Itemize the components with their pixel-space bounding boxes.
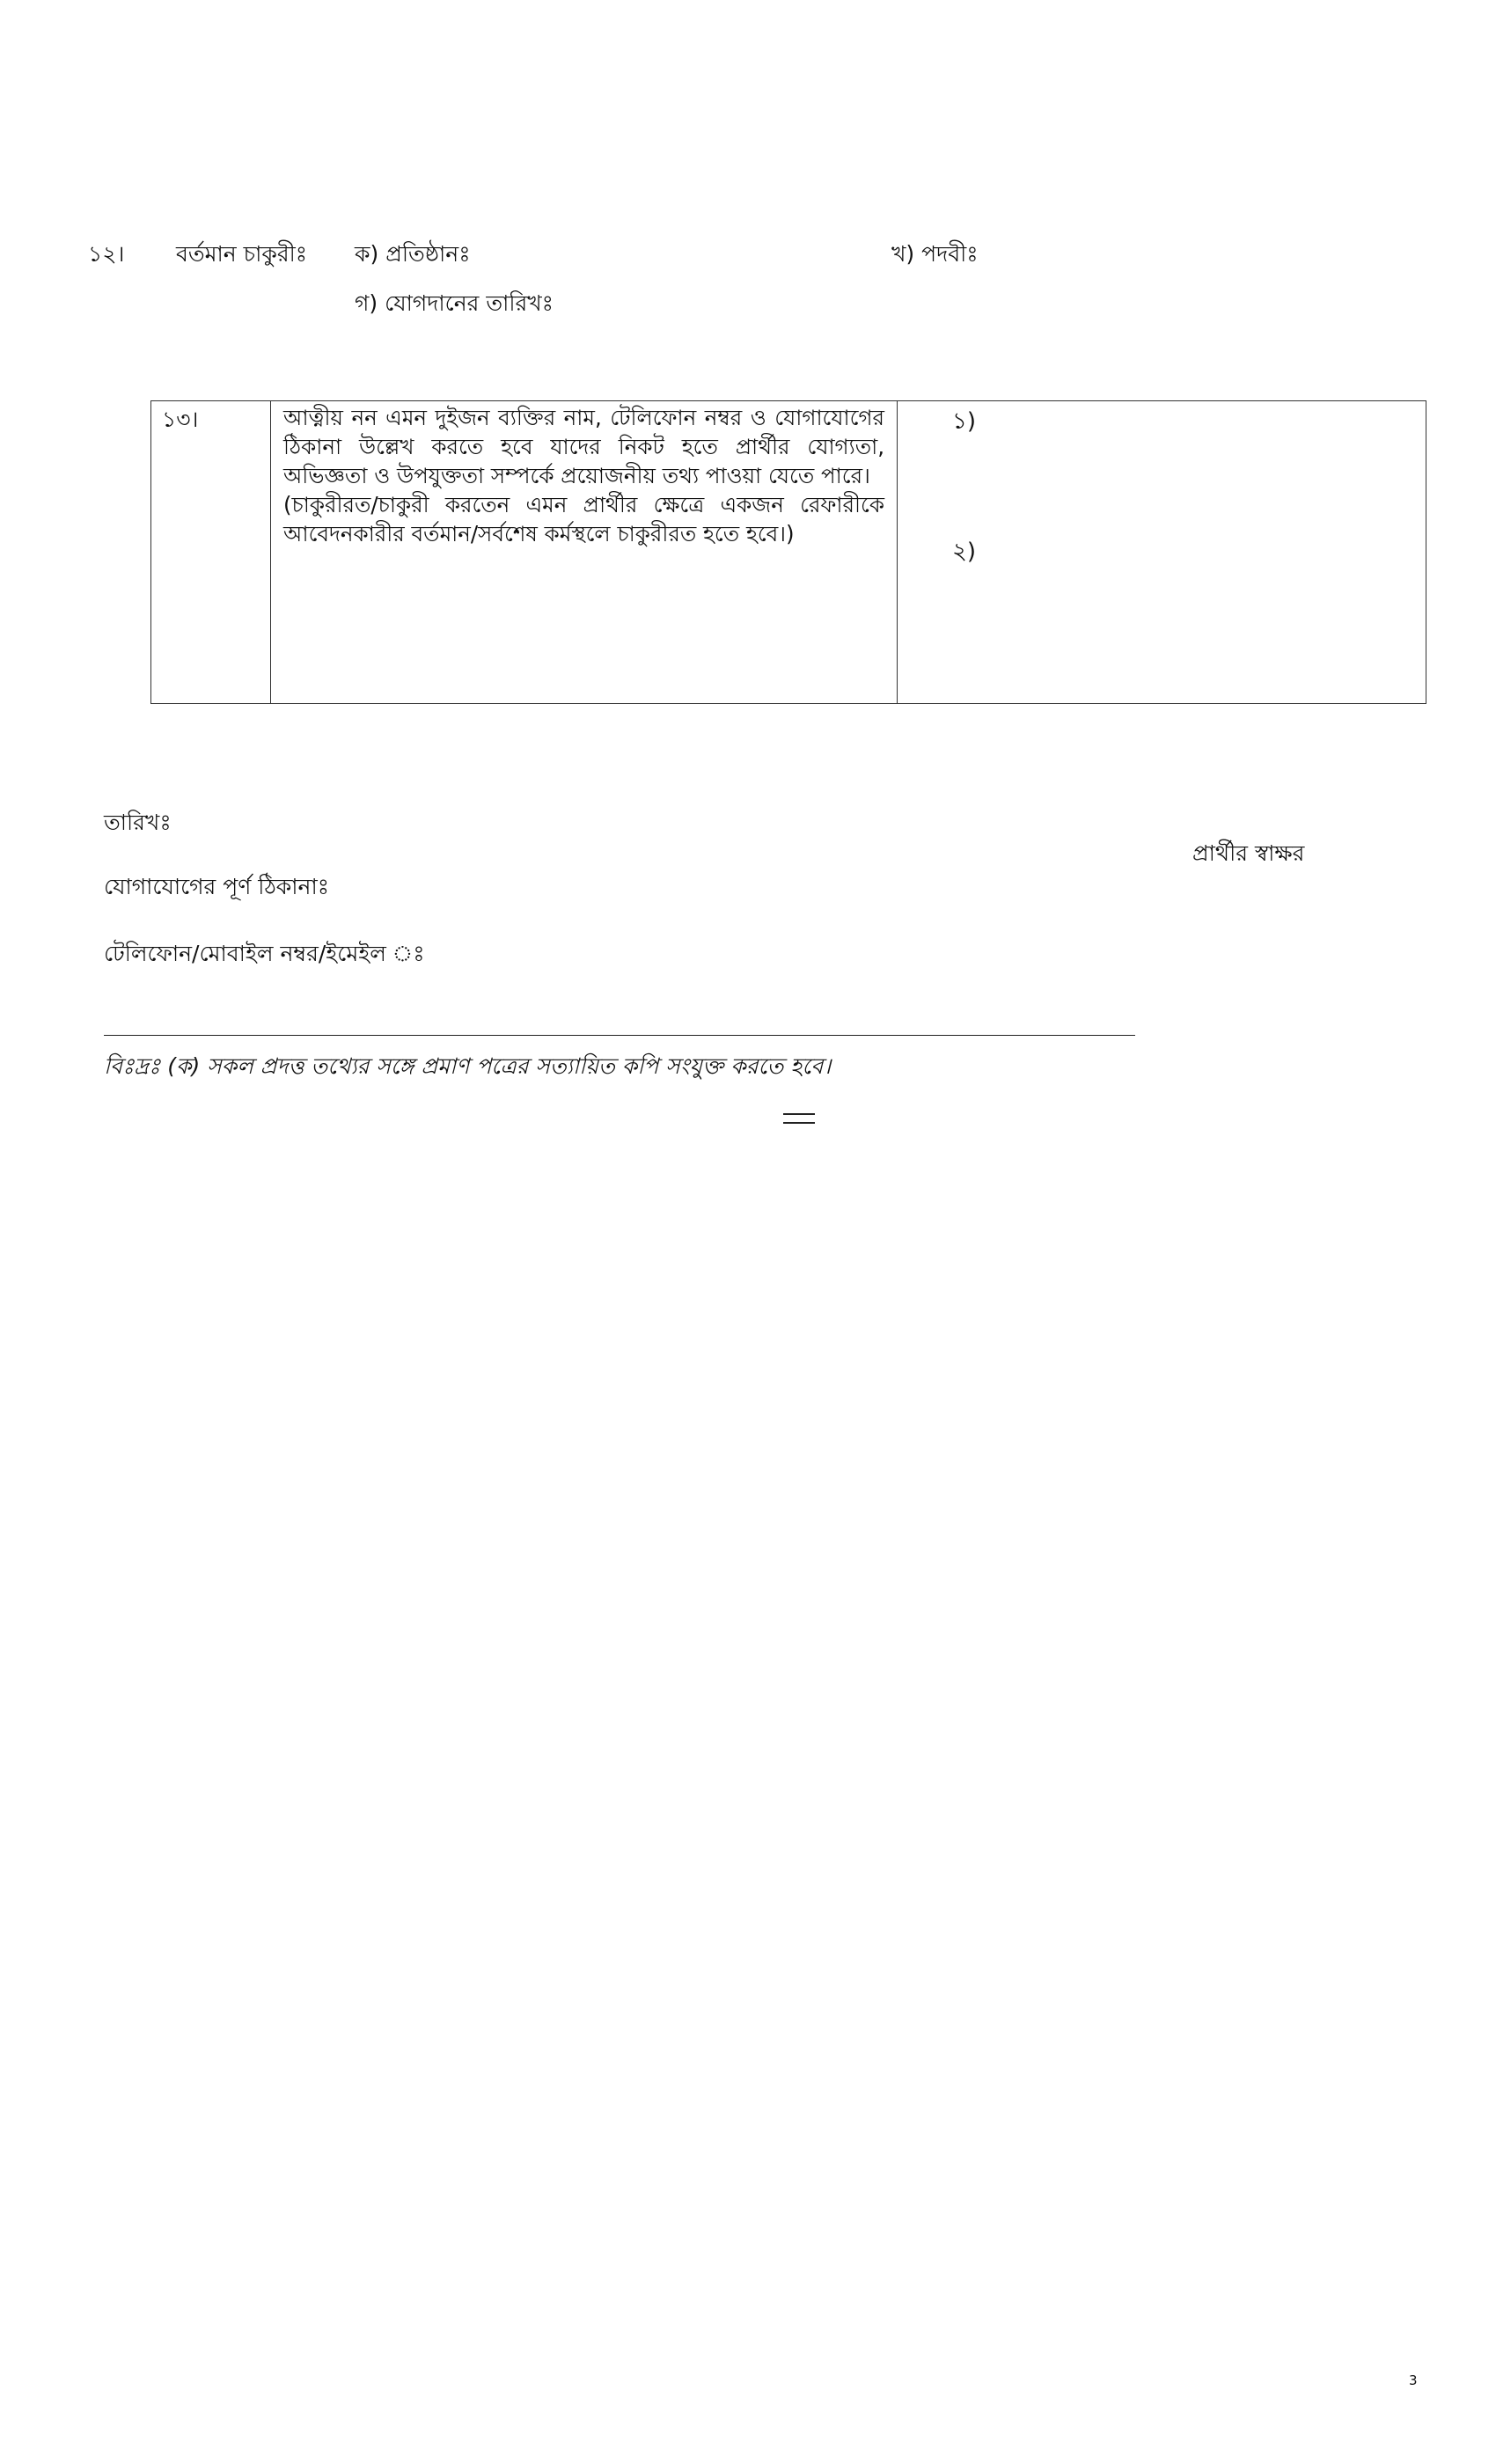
referee-instruction: আত্নীয় নন এমন দুইজন ব্যক্তির নাম, টেলিফোন নম্বর ও যোগাযোগের ঠিকানা উল্লেখ করতে হবে যাদের নিকট হতে প্রার্থীর যোগ্যতা, অভিজ্ঞতা ও উপযুক্ততা সম্পর্কে প্রয়োজনীয় তথ্য পাওয়া যেতে পারে।: [283, 405, 884, 488]
joining-date-label: গ) যোগদানের তারিখঃ: [355, 290, 554, 316]
referee-2-field: ২): [952, 539, 977, 565]
note-text: বিঃদ্রঃ (ক) সকল প্রদত্ত তথ্যের সঙ্গে প্রমাণ পত্রের সত্যায়িত কপি সংযুক্ত করতে হবে।: [104, 1053, 832, 1079]
page-number: 3: [1409, 2372, 1418, 2388]
contact-label: টেলিফোন/মোবাইল নম্বর/ইমেইল ঃ: [104, 941, 425, 966]
separator-line: [104, 1035, 1135, 1036]
item-13-number: ১৩।: [151, 401, 271, 704]
institution-label: ক) প্রতিষ্ঠানঃ: [355, 241, 471, 267]
referee-condition: (চাকুরীরত/চাকুরী করতেন এমন প্রার্থীর ক্ষেত্রে একজন রেফারীকে আবেদনকারীর বর্তমান/সর্বশেষ কর্মস্থলে চাকুরীরত হতে হবে।): [283, 492, 884, 546]
applicant-signature-label: প্রার্থীর স্বাক্ষর: [1192, 840, 1305, 866]
referee-description: [271, 401, 898, 704]
referee-table: [150, 400, 1426, 704]
full-address-label: যোগাযোগের পূর্ণ ঠিকানাঃ: [104, 874, 330, 899]
date-label: তারিখঃ: [104, 810, 172, 835]
current-job-label: বর্তমান চাকুরীঃ: [176, 241, 308, 267]
referee-1-field: ১): [952, 408, 977, 435]
item-12-number: ১২।: [88, 241, 125, 267]
table-row: [151, 401, 1426, 704]
referee-entries: [898, 401, 1426, 704]
end-mark: [783, 1113, 815, 1124]
designation-label: খ) পদবীঃ: [891, 241, 979, 267]
